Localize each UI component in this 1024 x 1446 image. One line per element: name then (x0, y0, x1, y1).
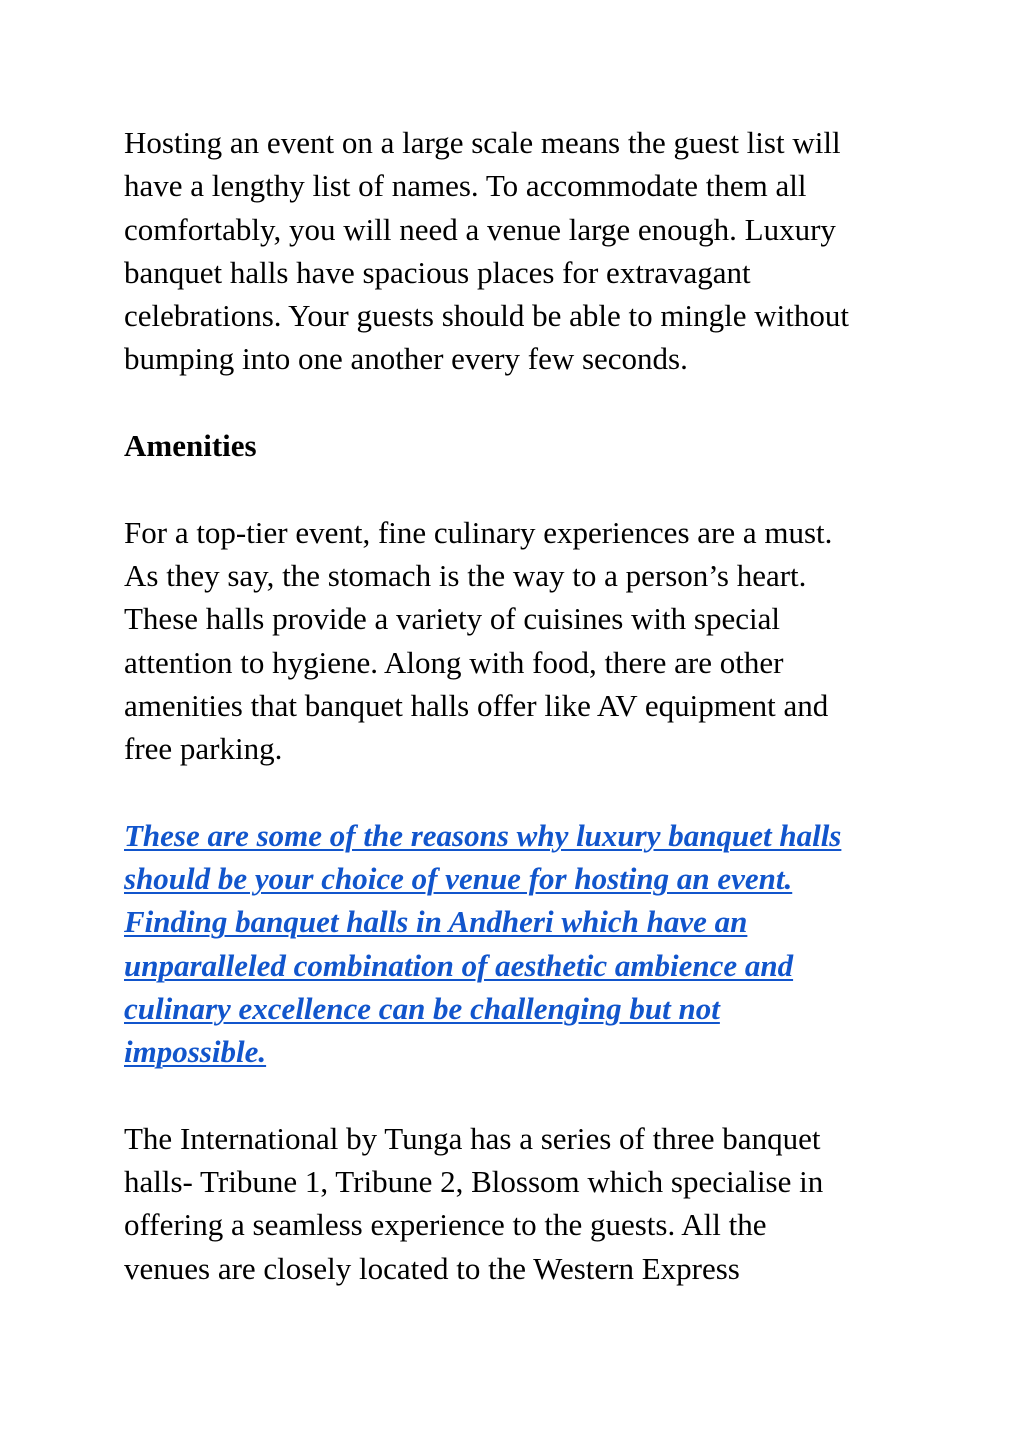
paragraph-line: celebrations. Your guests should be able to mingle without (124, 298, 849, 334)
banquet-halls-link-line[interactable]: should be your choice of venue for hosting an event. (124, 861, 793, 897)
banquet-halls-link-line[interactable]: impossible. (124, 1034, 267, 1070)
paragraph-line: venues are closely located to the Western Express (124, 1250, 740, 1286)
paragraph-line: bumping into one another every few seconds. (124, 341, 688, 377)
paragraph-tunga (124, 1117, 914, 1290)
banquet-halls-link-line[interactable]: These are some of the reasons why luxury banquet halls (124, 817, 842, 853)
paragraph-spacer (124, 467, 914, 510)
banquet-halls-link-line[interactable]: culinary excellence can be challenging but not (124, 990, 720, 1026)
paragraph-line: halls- Tribune 1, Tribune 2, Blossom which specialise in (124, 1164, 824, 1200)
paragraph-line: have a lengthy list of names. To accommodate them all (124, 168, 807, 204)
paragraph-line: banquet halls have spacious places for extravagant (124, 254, 751, 290)
paragraph-line: Hosting an event on a large scale means the guest list will (124, 125, 841, 160)
link-paragraph (124, 814, 914, 1074)
paragraph-intro (124, 121, 914, 381)
paragraph-spacer (124, 770, 914, 813)
paragraph-line: amenities that banquet halls offer like AV equipment and (124, 687, 829, 723)
paragraph-spacer (124, 381, 914, 424)
paragraph-amenities (124, 511, 914, 771)
banquet-halls-link-line[interactable]: unparalleled combination of aesthetic ambience and (124, 947, 794, 983)
paragraph-line: The International by Tunga has a series of three banquet (124, 1120, 821, 1156)
paragraph-line: offering a seamless experience to the guests. All the (124, 1207, 767, 1243)
paragraph-spacer (124, 1074, 914, 1117)
document-body (124, 121, 914, 1290)
paragraph-line: free parking. (124, 731, 283, 767)
section-heading-amenities: Amenities (124, 428, 257, 464)
paragraph-line: These halls provide a variety of cuisines with special (124, 601, 780, 637)
paragraph-line: comfortably, you will need a venue large enough. Luxury (124, 211, 836, 247)
banquet-halls-link-line[interactable]: Finding banquet halls in Andheri which have an (124, 904, 748, 940)
paragraph-line: attention to hygiene. Along with food, there are other (124, 644, 784, 680)
paragraph-line: As they say, the stomach is the way to a person’s heart. (124, 557, 807, 593)
paragraph-line: For a top-tier event, fine culinary experiences are a must. (124, 514, 833, 550)
